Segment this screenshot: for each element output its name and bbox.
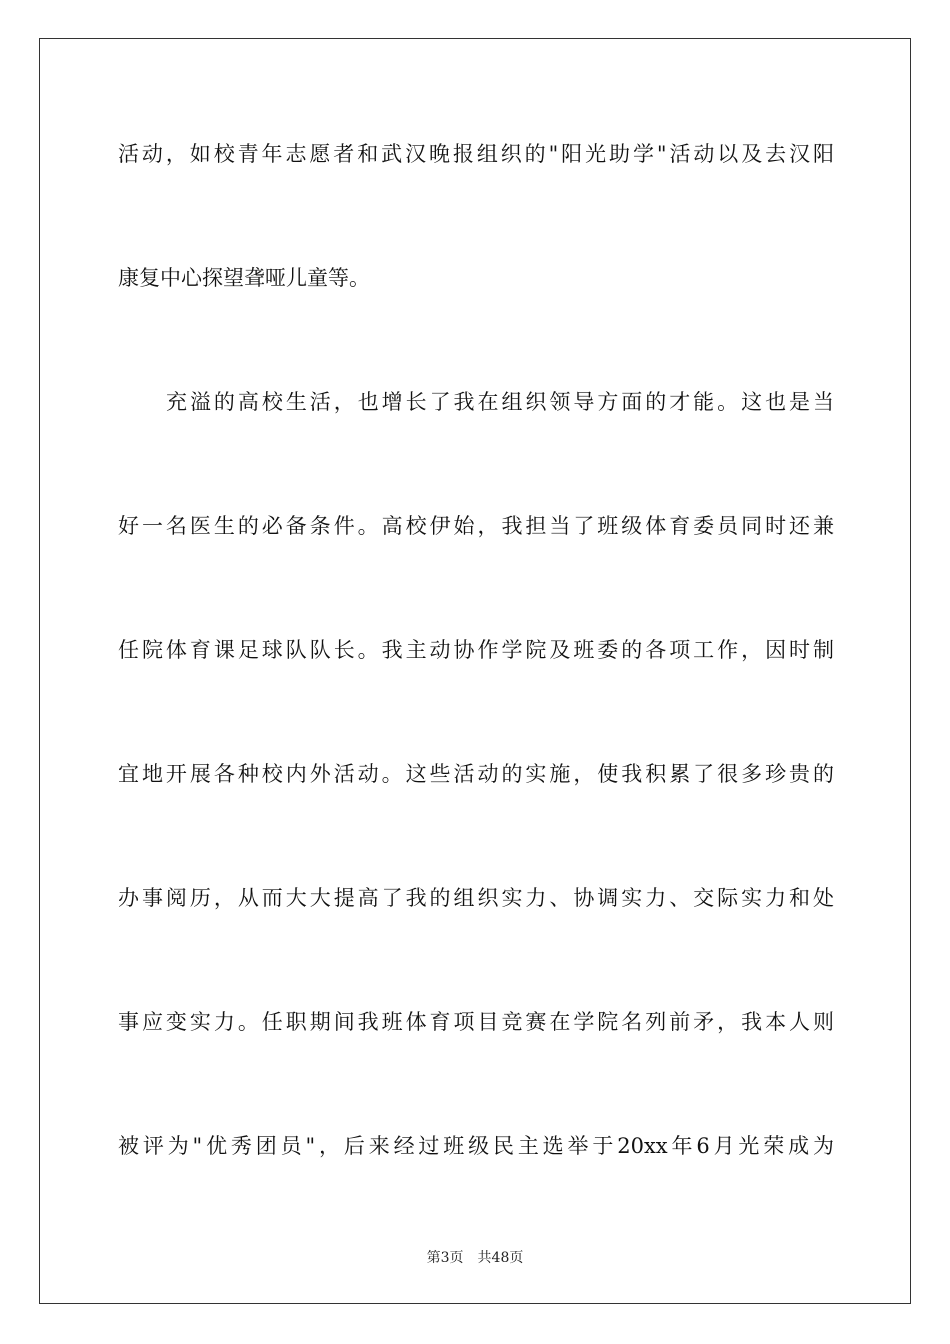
text-line-5: 任院体育课足球队队长。我主动协作学院及班委的各项工作，因时制 [118,638,834,662]
paragraph-start-line: 充溢的高校生活，也增长了我在组织领导方面的才能。这也是当 [166,390,834,414]
total-pages: 共48页 [477,1250,524,1266]
page-number: 第3页 [426,1250,464,1266]
text-line-2: 康复中心探望聋哑儿童等。 [118,266,370,290]
text-line-1: 活动，如校青年志愿者和武汉晚报组织的"阳光助学"活动以及去汉阳 [118,142,834,166]
text-line-9: 被评为"优秀团员"，后来经过班级民主选举于20xx年6月光荣成为 [118,1134,834,1158]
text-line-6: 宜地开展各种校内外活动。这些活动的实施，使我积累了很多珍贵的 [118,762,834,786]
page-footer [0,1247,950,1267]
page-border [39,38,911,1304]
text-line-4: 好一名医生的必备条件。高校伊始，我担当了班级体育委员同时还兼 [118,514,834,538]
text-line-8: 事应变实力。任职期间我班体育项目竞赛在学院名列前矛，我本人则 [118,1010,834,1034]
text-line-7: 办事阅历，从而大大提高了我的组织实力、协调实力、交际实力和处 [118,886,834,910]
